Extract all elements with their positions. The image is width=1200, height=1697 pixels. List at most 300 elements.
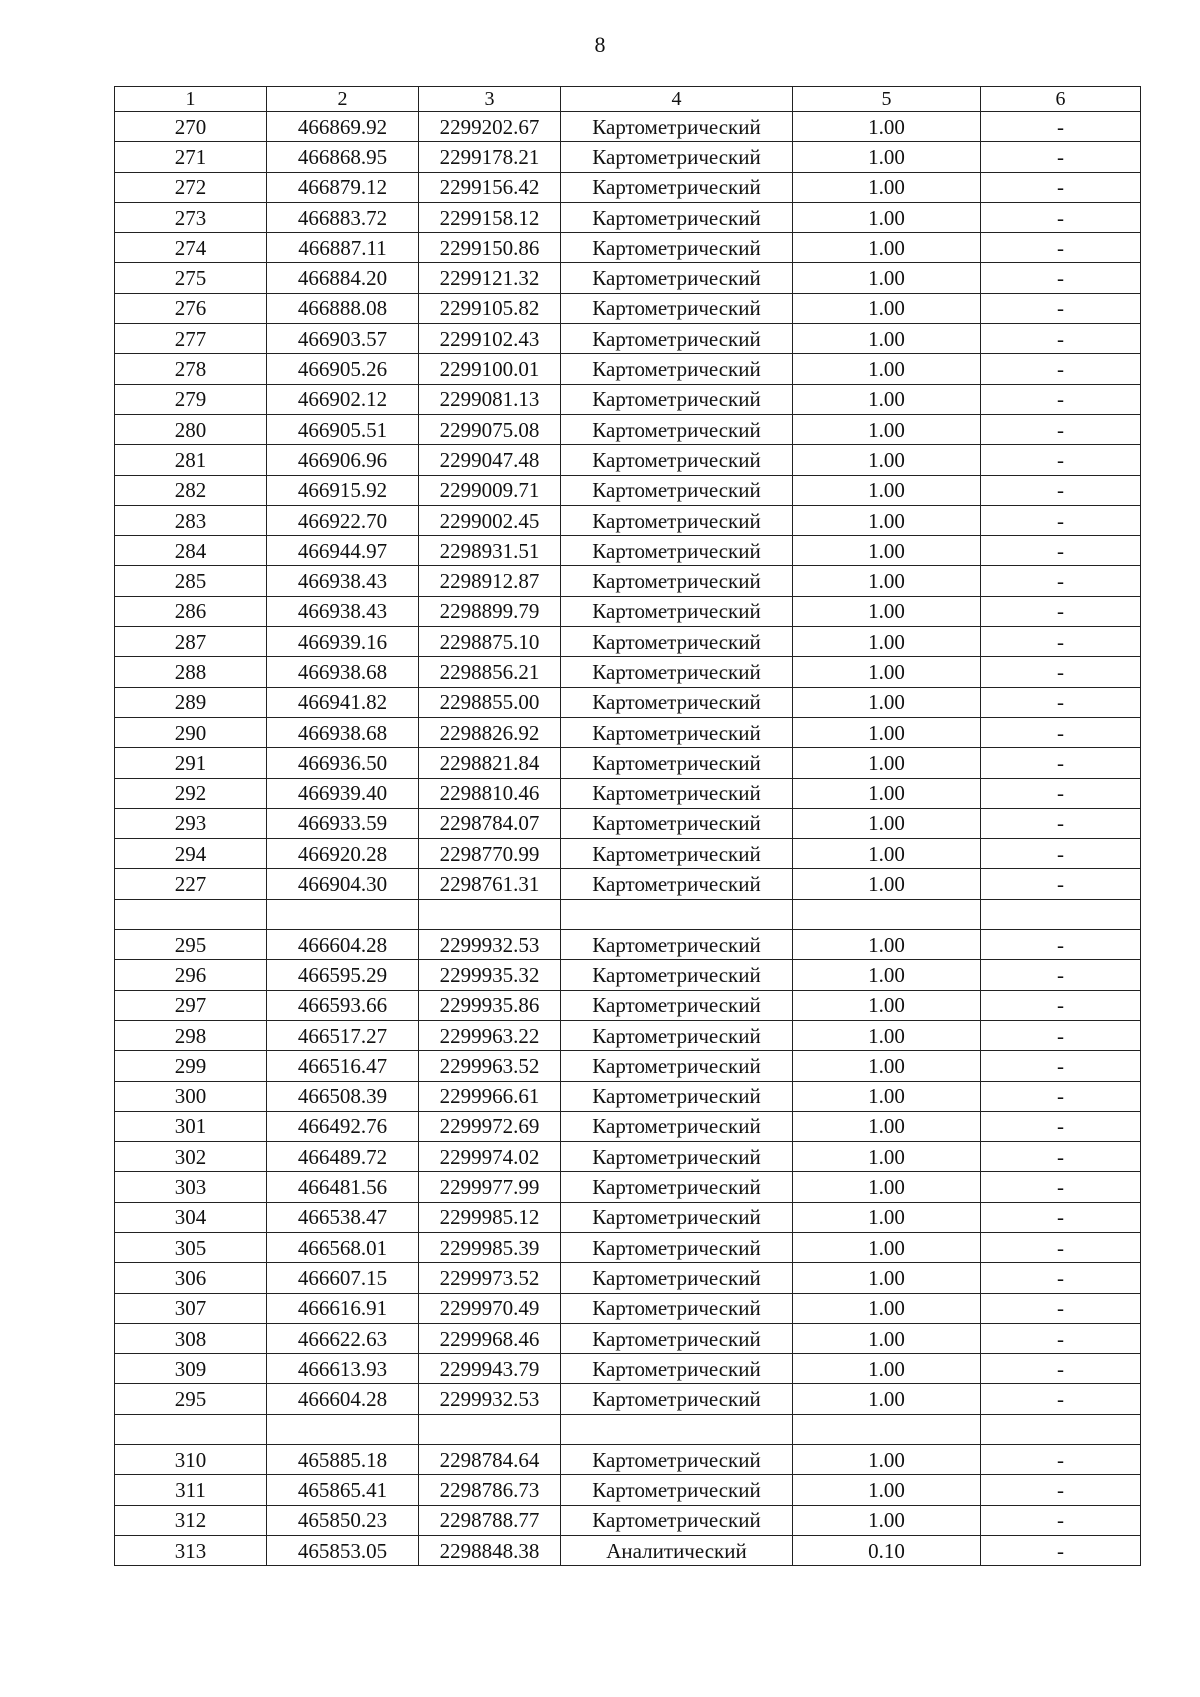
accuracy-cell: 1.00 — [793, 172, 981, 202]
y-coordinate-cell: 2299935.86 — [419, 990, 561, 1020]
accuracy-cell: 1.00 — [793, 414, 981, 444]
y-coordinate-cell: 2299158.12 — [419, 202, 561, 232]
point-number-cell: 284 — [115, 536, 267, 566]
x-coordinate-cell: 466939.40 — [267, 778, 419, 808]
accuracy-cell — [793, 899, 981, 929]
table-row — [115, 536, 1141, 566]
accuracy-cell: 0.10 — [793, 1535, 981, 1565]
point-number-cell: 304 — [115, 1202, 267, 1232]
x-coordinate-cell: 466883.72 — [267, 202, 419, 232]
x-coordinate-cell: 466915.92 — [267, 475, 419, 505]
y-coordinate-cell: 2299009.71 — [419, 475, 561, 505]
note-cell: - — [981, 657, 1141, 687]
point-number-cell: 283 — [115, 505, 267, 535]
x-coordinate-cell: 466481.56 — [267, 1172, 419, 1202]
note-cell: - — [981, 1263, 1141, 1293]
accuracy-cell: 1.00 — [793, 687, 981, 717]
note-cell — [981, 1414, 1141, 1444]
x-coordinate-cell: 466888.08 — [267, 293, 419, 323]
x-coordinate-cell: 466938.43 — [267, 566, 419, 596]
table-row — [115, 1323, 1141, 1353]
table-row — [115, 172, 1141, 202]
note-cell: - — [981, 293, 1141, 323]
note-cell: - — [981, 233, 1141, 263]
method-cell: Картометрический — [561, 596, 793, 626]
y-coordinate-cell: 2299974.02 — [419, 1142, 561, 1172]
accuracy-cell: 1.00 — [793, 445, 981, 475]
method-cell: Картометрический — [561, 566, 793, 596]
point-number-cell: 307 — [115, 1293, 267, 1323]
method-cell: Картометрический — [561, 263, 793, 293]
table-row — [115, 1202, 1141, 1232]
accuracy-cell: 1.00 — [793, 1172, 981, 1202]
table-row — [115, 1293, 1141, 1323]
accuracy-cell: 1.00 — [793, 930, 981, 960]
note-cell: - — [981, 808, 1141, 838]
point-number-cell: 280 — [115, 414, 267, 444]
note-cell: - — [981, 596, 1141, 626]
note-cell: - — [981, 869, 1141, 899]
point-number-cell: 285 — [115, 566, 267, 596]
accuracy-cell: 1.00 — [793, 627, 981, 657]
table-row — [115, 1081, 1141, 1111]
point-number-cell: 273 — [115, 202, 267, 232]
accuracy-cell: 1.00 — [793, 1263, 981, 1293]
method-cell: Картометрический — [561, 1475, 793, 1505]
y-coordinate-cell: 2298856.21 — [419, 657, 561, 687]
accuracy-cell: 1.00 — [793, 990, 981, 1020]
method-cell: Картометрический — [561, 1384, 793, 1414]
x-coordinate-cell: 466616.91 — [267, 1293, 419, 1323]
y-coordinate-cell — [419, 899, 561, 929]
note-cell: - — [981, 1232, 1141, 1262]
point-number-cell: 227 — [115, 869, 267, 899]
point-number-cell: 297 — [115, 990, 267, 1020]
y-coordinate-cell: 2299985.39 — [419, 1232, 561, 1262]
accuracy-cell: 1.00 — [793, 536, 981, 566]
point-number-cell: 298 — [115, 1020, 267, 1050]
point-number-cell: 295 — [115, 1384, 267, 1414]
point-number-cell: 305 — [115, 1232, 267, 1262]
point-number-cell: 301 — [115, 1111, 267, 1141]
table-header-row — [115, 87, 1141, 112]
point-number-cell: 279 — [115, 384, 267, 414]
method-cell: Картометрический — [561, 748, 793, 778]
point-number-cell: 295 — [115, 930, 267, 960]
x-coordinate-cell: 465865.41 — [267, 1475, 419, 1505]
method-cell: Картометрический — [561, 1232, 793, 1262]
note-cell — [981, 899, 1141, 929]
method-cell: Аналитический — [561, 1535, 793, 1565]
x-coordinate-cell: 466622.63 — [267, 1323, 419, 1353]
method-cell: Картометрический — [561, 687, 793, 717]
y-coordinate-cell: 2299202.67 — [419, 112, 561, 142]
y-coordinate-cell: 2299963.22 — [419, 1020, 561, 1050]
table-row — [115, 1535, 1141, 1565]
y-coordinate-cell: 2298786.73 — [419, 1475, 561, 1505]
table-row — [115, 1505, 1141, 1535]
point-number-cell: 286 — [115, 596, 267, 626]
table-row — [115, 202, 1141, 232]
method-cell: Картометрический — [561, 384, 793, 414]
method-cell — [561, 1414, 793, 1444]
note-cell: - — [981, 687, 1141, 717]
method-cell: Картометрический — [561, 233, 793, 263]
x-coordinate-cell: 466884.20 — [267, 263, 419, 293]
y-coordinate-cell: 2299156.42 — [419, 172, 561, 202]
x-coordinate-cell: 466607.15 — [267, 1263, 419, 1293]
table-row — [115, 839, 1141, 869]
point-number-cell — [115, 1414, 267, 1444]
accuracy-cell: 1.00 — [793, 748, 981, 778]
point-number-cell: 272 — [115, 172, 267, 202]
accuracy-cell: 1.00 — [793, 808, 981, 838]
x-coordinate-cell: 466904.30 — [267, 869, 419, 899]
note-cell: - — [981, 414, 1141, 444]
y-coordinate-cell: 2298855.00 — [419, 687, 561, 717]
table-row — [115, 1051, 1141, 1081]
y-coordinate-cell: 2298931.51 — [419, 536, 561, 566]
method-cell: Картометрический — [561, 778, 793, 808]
header-cell-2: 2 — [267, 87, 419, 112]
y-coordinate-cell: 2299970.49 — [419, 1293, 561, 1323]
table-row — [115, 717, 1141, 747]
method-cell: Картометрический — [561, 990, 793, 1020]
point-number-cell: 282 — [115, 475, 267, 505]
accuracy-cell: 1.00 — [793, 839, 981, 869]
method-cell: Картометрический — [561, 930, 793, 960]
point-number-cell: 300 — [115, 1081, 267, 1111]
note-cell: - — [981, 627, 1141, 657]
point-number-cell: 276 — [115, 293, 267, 323]
table-row — [115, 687, 1141, 717]
x-coordinate-cell: 466868.95 — [267, 142, 419, 172]
method-cell: Картометрический — [561, 1051, 793, 1081]
method-cell: Картометрический — [561, 172, 793, 202]
method-cell: Картометрический — [561, 1111, 793, 1141]
y-coordinate-cell: 2299102.43 — [419, 324, 561, 354]
table-row — [115, 596, 1141, 626]
header-cell-1: 1 — [115, 87, 267, 112]
note-cell: - — [981, 1111, 1141, 1141]
point-number-cell: 290 — [115, 717, 267, 747]
y-coordinate-cell: 2299105.82 — [419, 293, 561, 323]
method-cell: Картометрический — [561, 717, 793, 747]
point-number-cell: 281 — [115, 445, 267, 475]
x-coordinate-cell: 465850.23 — [267, 1505, 419, 1535]
y-coordinate-cell: 2299075.08 — [419, 414, 561, 444]
accuracy-cell: 1.00 — [793, 960, 981, 990]
table-row — [115, 233, 1141, 263]
note-cell: - — [981, 778, 1141, 808]
table-row — [115, 293, 1141, 323]
note-cell: - — [981, 1020, 1141, 1050]
accuracy-cell: 1.00 — [793, 505, 981, 535]
note-cell: - — [981, 1384, 1141, 1414]
note-cell: - — [981, 839, 1141, 869]
x-coordinate-cell: 466938.68 — [267, 717, 419, 747]
table-row — [115, 627, 1141, 657]
method-cell: Картометрический — [561, 808, 793, 838]
method-cell: Картометрический — [561, 627, 793, 657]
method-cell: Картометрический — [561, 960, 793, 990]
table-row — [115, 930, 1141, 960]
table-body — [115, 87, 1141, 1566]
table-row — [115, 445, 1141, 475]
point-number-cell: 309 — [115, 1354, 267, 1384]
accuracy-cell: 1.00 — [793, 233, 981, 263]
y-coordinate-cell: 2298761.31 — [419, 869, 561, 899]
accuracy-cell: 1.00 — [793, 1354, 981, 1384]
y-coordinate-cell: 2298848.38 — [419, 1535, 561, 1565]
accuracy-cell: 1.00 — [793, 1051, 981, 1081]
accuracy-cell: 1.00 — [793, 384, 981, 414]
y-coordinate-cell — [419, 1414, 561, 1444]
table-row — [115, 384, 1141, 414]
note-cell: - — [981, 202, 1141, 232]
table-row — [115, 1384, 1141, 1414]
method-cell: Картометрический — [561, 1293, 793, 1323]
accuracy-cell: 1.00 — [793, 596, 981, 626]
point-number-cell: 287 — [115, 627, 267, 657]
note-cell: - — [981, 1505, 1141, 1535]
accuracy-cell: 1.00 — [793, 869, 981, 899]
point-number-cell: 302 — [115, 1142, 267, 1172]
note-cell: - — [981, 1445, 1141, 1475]
method-cell: Картометрический — [561, 142, 793, 172]
table-row — [115, 566, 1141, 596]
x-coordinate-cell — [267, 899, 419, 929]
method-cell: Картометрический — [561, 869, 793, 899]
x-coordinate-cell: 466604.28 — [267, 930, 419, 960]
accuracy-cell: 1.00 — [793, 778, 981, 808]
accuracy-cell: 1.00 — [793, 1323, 981, 1353]
note-cell: - — [981, 748, 1141, 778]
x-coordinate-cell: 466905.51 — [267, 414, 419, 444]
method-cell: Картометрический — [561, 324, 793, 354]
method-cell: Картометрический — [561, 445, 793, 475]
note-cell: - — [981, 475, 1141, 505]
x-coordinate-cell: 466938.68 — [267, 657, 419, 687]
method-cell — [561, 899, 793, 929]
method-cell: Картометрический — [561, 354, 793, 384]
y-coordinate-cell: 2299972.69 — [419, 1111, 561, 1141]
note-cell: - — [981, 717, 1141, 747]
x-coordinate-cell: 466869.92 — [267, 112, 419, 142]
point-number-cell: 275 — [115, 263, 267, 293]
note-cell: - — [981, 960, 1141, 990]
table-row — [115, 324, 1141, 354]
y-coordinate-cell: 2299973.52 — [419, 1263, 561, 1293]
table-row — [115, 1475, 1141, 1505]
x-coordinate-cell: 466887.11 — [267, 233, 419, 263]
accuracy-cell: 1.00 — [793, 1232, 981, 1262]
method-cell: Картометрический — [561, 1142, 793, 1172]
point-number-cell: 313 — [115, 1535, 267, 1565]
point-number-cell: 299 — [115, 1051, 267, 1081]
table-row — [115, 1232, 1141, 1262]
table-row — [115, 475, 1141, 505]
x-coordinate-cell: 466938.43 — [267, 596, 419, 626]
note-cell: - — [981, 112, 1141, 142]
x-coordinate-cell: 466902.12 — [267, 384, 419, 414]
page-number: 8 — [594, 32, 606, 57]
y-coordinate-cell: 2298788.77 — [419, 1505, 561, 1535]
note-cell: - — [981, 566, 1141, 596]
point-number-cell: 308 — [115, 1323, 267, 1353]
y-coordinate-cell: 2298875.10 — [419, 627, 561, 657]
accuracy-cell: 1.00 — [793, 1202, 981, 1232]
method-cell: Картометрический — [561, 202, 793, 232]
table-row — [115, 748, 1141, 778]
x-coordinate-cell: 466489.72 — [267, 1142, 419, 1172]
y-coordinate-cell: 2298810.46 — [419, 778, 561, 808]
point-number-cell: 294 — [115, 839, 267, 869]
coordinates-table — [114, 86, 1141, 1566]
note-cell: - — [981, 1172, 1141, 1202]
y-coordinate-cell: 2298821.84 — [419, 748, 561, 778]
point-number-cell: 306 — [115, 1263, 267, 1293]
method-cell: Картометрический — [561, 657, 793, 687]
method-cell: Картометрический — [561, 839, 793, 869]
point-number-cell: 271 — [115, 142, 267, 172]
x-coordinate-cell: 466604.28 — [267, 1384, 419, 1414]
table-row — [115, 1111, 1141, 1141]
accuracy-cell: 1.00 — [793, 1293, 981, 1323]
y-coordinate-cell: 2299081.13 — [419, 384, 561, 414]
table-row — [115, 1020, 1141, 1050]
header-cell-3: 3 — [419, 87, 561, 112]
y-coordinate-cell: 2299932.53 — [419, 1384, 561, 1414]
method-cell: Картометрический — [561, 1020, 793, 1050]
y-coordinate-cell: 2299977.99 — [419, 1172, 561, 1202]
x-coordinate-cell: 466593.66 — [267, 990, 419, 1020]
note-cell: - — [981, 263, 1141, 293]
point-number-cell: 312 — [115, 1505, 267, 1535]
point-number-cell: 296 — [115, 960, 267, 990]
note-cell: - — [981, 1293, 1141, 1323]
y-coordinate-cell: 2299932.53 — [419, 930, 561, 960]
x-coordinate-cell: 466516.47 — [267, 1051, 419, 1081]
note-cell: - — [981, 1142, 1141, 1172]
point-number-cell: 291 — [115, 748, 267, 778]
table-row — [115, 990, 1141, 1020]
point-number-cell: 288 — [115, 657, 267, 687]
note-cell: - — [981, 384, 1141, 414]
method-cell: Картометрический — [561, 1081, 793, 1111]
method-cell: Картометрический — [561, 505, 793, 535]
x-coordinate-cell: 465885.18 — [267, 1445, 419, 1475]
accuracy-cell: 1.00 — [793, 475, 981, 505]
x-coordinate-cell: 466933.59 — [267, 808, 419, 838]
x-coordinate-cell: 466939.16 — [267, 627, 419, 657]
x-coordinate-cell: 466905.26 — [267, 354, 419, 384]
x-coordinate-cell: 466920.28 — [267, 839, 419, 869]
note-cell: - — [981, 1323, 1141, 1353]
table-row — [115, 142, 1141, 172]
point-number-cell: 289 — [115, 687, 267, 717]
note-cell: - — [981, 142, 1141, 172]
accuracy-cell: 1.00 — [793, 112, 981, 142]
accuracy-cell: 1.00 — [793, 1081, 981, 1111]
method-cell: Картометрический — [561, 414, 793, 444]
note-cell: - — [981, 172, 1141, 202]
y-coordinate-cell: 2299968.46 — [419, 1323, 561, 1353]
point-number-cell — [115, 899, 267, 929]
y-coordinate-cell: 2299966.61 — [419, 1081, 561, 1111]
x-coordinate-cell: 466517.27 — [267, 1020, 419, 1050]
y-coordinate-cell: 2298770.99 — [419, 839, 561, 869]
x-coordinate-cell: 466936.50 — [267, 748, 419, 778]
note-cell: - — [981, 354, 1141, 384]
point-number-cell: 310 — [115, 1445, 267, 1475]
table-separator-row — [115, 899, 1141, 929]
table-separator-row — [115, 1414, 1141, 1444]
accuracy-cell: 1.00 — [793, 566, 981, 596]
table-row — [115, 263, 1141, 293]
method-cell: Картометрический — [561, 475, 793, 505]
x-coordinate-cell: 466613.93 — [267, 1354, 419, 1384]
table-row — [115, 1142, 1141, 1172]
note-cell: - — [981, 1081, 1141, 1111]
note-cell: - — [981, 930, 1141, 960]
method-cell: Картометрический — [561, 293, 793, 323]
table-row — [115, 505, 1141, 535]
point-number-cell: 270 — [115, 112, 267, 142]
accuracy-cell: 1.00 — [793, 142, 981, 172]
method-cell: Картометрический — [561, 112, 793, 142]
accuracy-cell: 1.00 — [793, 1505, 981, 1535]
point-number-cell: 277 — [115, 324, 267, 354]
method-cell: Картометрический — [561, 1445, 793, 1475]
accuracy-cell: 1.00 — [793, 657, 981, 687]
x-coordinate-cell: 466568.01 — [267, 1232, 419, 1262]
x-coordinate-cell: 466941.82 — [267, 687, 419, 717]
accuracy-cell: 1.00 — [793, 354, 981, 384]
accuracy-cell: 1.00 — [793, 263, 981, 293]
accuracy-cell: 1.00 — [793, 1142, 981, 1172]
y-coordinate-cell: 2299963.52 — [419, 1051, 561, 1081]
accuracy-cell: 1.00 — [793, 1384, 981, 1414]
x-coordinate-cell: 466903.57 — [267, 324, 419, 354]
note-cell: - — [981, 990, 1141, 1020]
y-coordinate-cell: 2299935.32 — [419, 960, 561, 990]
point-number-cell: 274 — [115, 233, 267, 263]
accuracy-cell: 1.00 — [793, 1445, 981, 1475]
table-row — [115, 778, 1141, 808]
point-number-cell: 292 — [115, 778, 267, 808]
accuracy-cell: 1.00 — [793, 1111, 981, 1141]
y-coordinate-cell: 2299047.48 — [419, 445, 561, 475]
accuracy-cell: 1.00 — [793, 324, 981, 354]
x-coordinate-cell: 466944.97 — [267, 536, 419, 566]
y-coordinate-cell: 2299943.79 — [419, 1354, 561, 1384]
x-coordinate-cell: 466538.47 — [267, 1202, 419, 1232]
x-coordinate-cell: 466906.96 — [267, 445, 419, 475]
header-cell-5: 5 — [793, 87, 981, 112]
y-coordinate-cell: 2298784.07 — [419, 808, 561, 838]
note-cell: - — [981, 324, 1141, 354]
accuracy-cell: 1.00 — [793, 1475, 981, 1505]
table-row — [115, 354, 1141, 384]
y-coordinate-cell: 2298899.79 — [419, 596, 561, 626]
accuracy-cell — [793, 1414, 981, 1444]
y-coordinate-cell: 2298912.87 — [419, 566, 561, 596]
method-cell: Картометрический — [561, 536, 793, 566]
accuracy-cell: 1.00 — [793, 293, 981, 323]
table-row — [115, 1445, 1141, 1475]
table-row — [115, 1354, 1141, 1384]
